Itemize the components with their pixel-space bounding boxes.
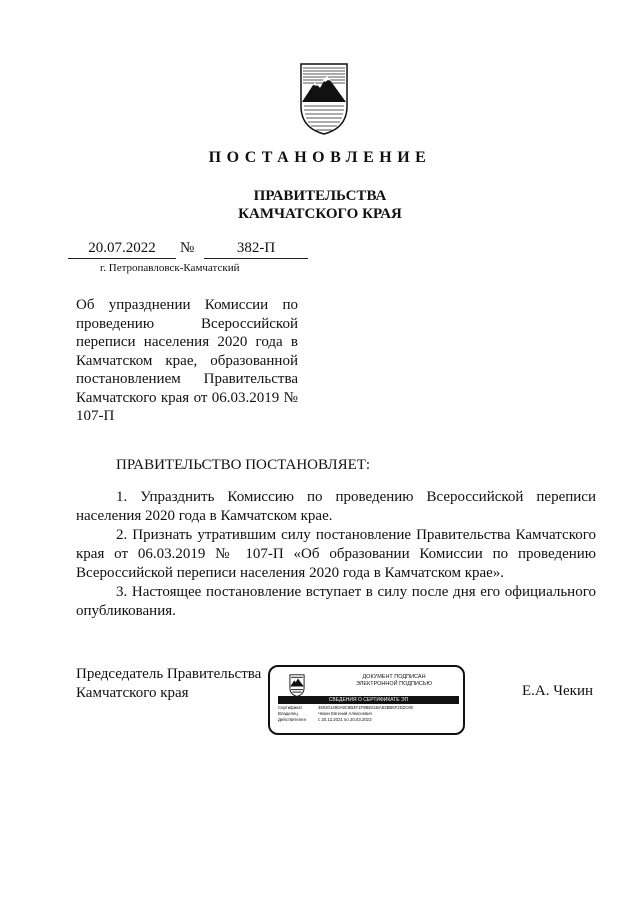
signatory-position-line2: Камчатского края (76, 685, 189, 701)
signatory-name: Е.А. Чекин (522, 683, 593, 699)
number-sign: № (180, 240, 195, 256)
document-date: 20.07.2022 (88, 240, 156, 256)
stamp-validity-row (278, 717, 459, 722)
signatory-position (76, 665, 261, 703)
stamp-cert-label: Сертификат (278, 705, 303, 710)
stamp-owner-value: Чекин Евгений Алексеевич (318, 711, 373, 716)
document-title: ПОСТАНОВЛЕНИЕ (208, 149, 432, 166)
kamchatka-emblem-icon (297, 58, 351, 136)
stamp-certificate-row (278, 705, 459, 710)
paragraph-2: 2. Признать утратившим силу постановление Правительства Камчатского края от 06.03.2019 № 107-П «Об образовании Комиссии по проведению Всероссийской переписи населения 2020 года в Камчатском крае». (76, 527, 596, 581)
document-subject: Об упразднении Комиссии по проведению Всероссийской переписи населения 2020 года в Камчатском крае, образованной постановлением Правительства Камчатского края от 06.03.2019 № 107-П (76, 297, 298, 424)
stamp-title-line1: ДОКУМЕНТ ПОДПИСАН (362, 674, 426, 680)
electronic-signature-stamp (268, 665, 465, 735)
stamp-title-line2: ЭЛЕКТРОННОЙ ПОДПИСЬЮ (355, 681, 433, 687)
signatory-position-line1: Председатель Правительства (76, 666, 262, 682)
number-underline (204, 258, 308, 259)
document-body (76, 488, 596, 621)
stamp-certificate-header: СВЕДЕНИЯ О СЕРТИФИКАТЕ ЭП (278, 696, 459, 704)
document-number: 382-П (236, 240, 276, 256)
stamp-valid-label: Действителен (278, 717, 306, 722)
issuing-authority-line1: ПРАВИТЕЛЬСТВА (253, 188, 387, 204)
issuing-authority (0, 187, 640, 223)
stamp-owner-row (278, 711, 459, 716)
paragraph-3: 3. Настоящее постановление вступает в силу после дня его официального опубликования. (76, 584, 596, 619)
stamp-valid-value: с 20.12.2021 по 20.03.2023 (318, 717, 372, 722)
date-underline (68, 258, 176, 259)
stamp-owner-label: Владелец (278, 711, 298, 716)
stamp-emblem-icon (288, 673, 306, 697)
stamp-cert-value: 460301490A9C8B4F1F9BE61BA53BB6F2D2C90 (318, 705, 414, 710)
issuing-authority-line2: КАМЧАТСКОГО КРАЯ (238, 206, 402, 222)
issue-city: г. Петропавловск-Камчатский (100, 262, 240, 274)
stamp-title (330, 674, 458, 688)
decree-heading: ПРАВИТЕЛЬСТВО ПОСТАНОВЛЯЕТ: (116, 457, 371, 473)
paragraph-1: 1. Упразднить Комиссию по проведению Всероссийской переписи населения 2020 года в Камчатском крае. (76, 489, 596, 524)
